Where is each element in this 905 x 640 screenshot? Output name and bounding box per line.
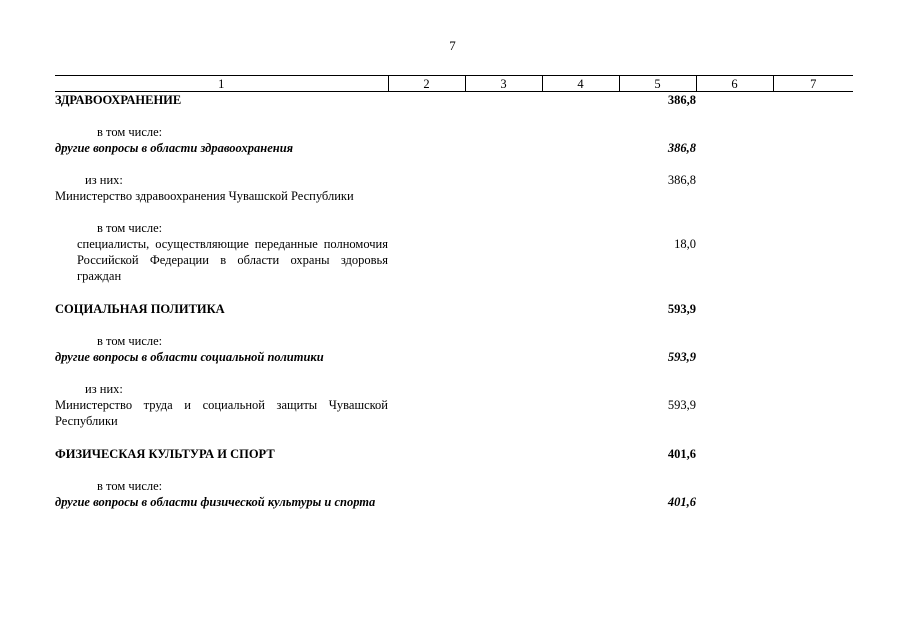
row-value: 401,6 [667,447,696,461]
row-value: 593,9 [667,302,696,316]
table-row [55,381,853,397]
column-header-4: 4 [542,76,619,92]
row-value: 593,9 [667,350,696,364]
row-value: 386,8 [667,141,696,155]
row-name: из них: [85,173,123,187]
row-name: в том числе: [97,125,163,139]
column-header-6: 6 [696,76,773,92]
row-name: Министерство здравоохранения Чувашской Республики [55,189,354,203]
column-header-1: 1 [55,76,388,92]
row-name: другие вопросы в области здравоохранения [55,141,294,155]
row-name: из них: [85,382,123,396]
row-name: другие вопросы в области физической культуры и спорта [55,495,376,509]
table-row [55,301,853,317]
column-header-5: 5 [619,76,696,92]
row-name: в том числе: [97,221,163,235]
row-name: специалисты, осуществляющие переданные полномочия Российской Федерации в области охраны здоровья граждан [77,237,388,283]
row-name: ЗДРАВООХРАНЕНИЕ [55,93,182,107]
table-row [55,494,853,510]
budget-table [55,75,853,510]
table-row [55,478,853,494]
table-row [55,349,853,365]
table-row [55,446,853,462]
table-row [55,397,853,429]
table-row [55,124,853,140]
row-name: в том числе: [97,479,163,493]
row-value: 18,0 [674,237,696,251]
row-name: Министерство труда и социальной защиты Чувашской Республики [55,398,388,428]
row-name: ФИЗИЧЕСКАЯ КУЛЬТУРА И СПОРТ [55,447,275,461]
table-row [55,188,853,204]
row-name: в том числе: [97,334,163,348]
row-name: СОЦИАЛЬНАЯ ПОЛИТИКА [55,302,225,316]
row-value: 386,8 [667,93,696,107]
row-name: другие вопросы в области социальной политики [55,350,324,364]
table-row [55,220,853,236]
table-row [55,172,853,188]
column-header-7: 7 [773,76,853,92]
column-header-2: 2 [388,76,465,92]
column-header-3: 3 [465,76,542,92]
table-row [55,236,853,284]
table-row [55,333,853,349]
row-value: 401,6 [667,495,696,509]
row-value: 386,8 [667,173,696,187]
page-number: 7 [449,38,456,53]
table-header-row [55,76,853,92]
row-value: 593,9 [667,398,696,412]
table-row [55,92,853,109]
table-row [55,140,853,156]
